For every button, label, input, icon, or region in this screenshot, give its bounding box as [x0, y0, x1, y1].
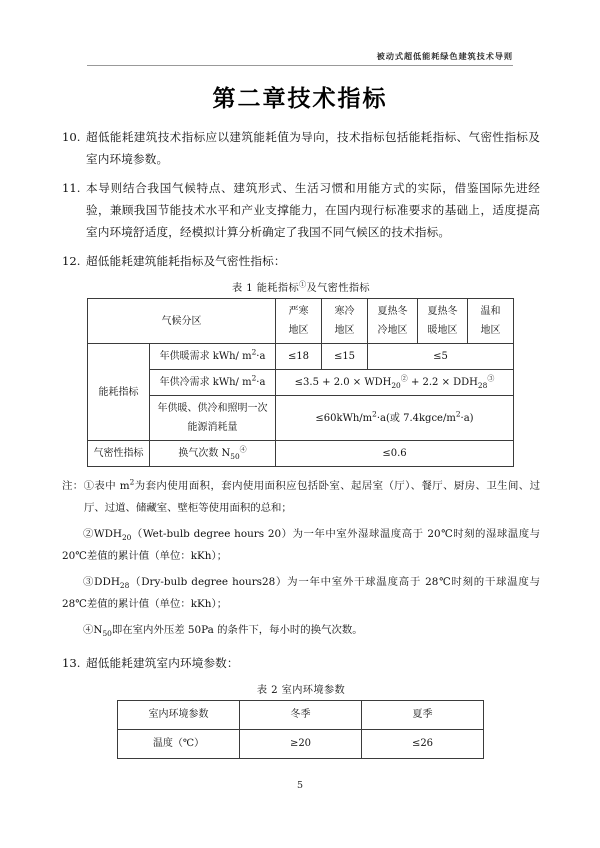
zone-line-1: 夏热冬 — [427, 306, 458, 317]
footnote-mark-3: ③ — [487, 374, 495, 383]
table-header-indoor-parameter: 室内环境参数 — [118, 700, 240, 729]
table-notes — [62, 476, 540, 642]
table-header-zone-hot-summer-warm-winter — [418, 299, 468, 344]
table-indoor-parameters — [117, 700, 484, 759]
running-header — [87, 52, 513, 66]
cell-parameter-temperature: 温度（℃） — [118, 729, 240, 758]
list-item — [62, 126, 540, 170]
heating-label-sup: 2 — [251, 347, 257, 357]
table-row-label-cooling-demand — [150, 370, 276, 396]
page-number: 5 — [296, 780, 304, 791]
cell-temperature-summer: ≤26 — [362, 729, 484, 758]
note-3-sub: 28 — [119, 581, 130, 591]
table-header-zone-severe-cold — [276, 299, 322, 344]
list-item-text: 超低能耗建筑能耗指标及气密性指标： — [86, 254, 286, 268]
list-item-number: 13. — [62, 655, 81, 670]
table-energy-caption — [62, 279, 540, 294]
list-item-number: 10. — [62, 130, 81, 144]
footnote-mark-4: ④ — [239, 445, 247, 454]
zone-line-2: 地区 — [334, 325, 355, 336]
air-change-label-pre: 换气次数 N — [178, 448, 231, 459]
cell-temperature-winter: ≥20 — [240, 729, 362, 758]
heating-label-pre: 年供暖需求 kWh/ m — [159, 351, 252, 362]
note-4-sub: 50 — [102, 629, 112, 639]
primary-value-post: ·a) — [460, 412, 474, 424]
header-divider — [87, 65, 513, 66]
formula-sub-wdh: 20 — [391, 381, 401, 390]
zone-line-1: 严寒 — [288, 306, 309, 317]
cell-heating-severe-cold: ≤18 — [276, 344, 322, 370]
note-2-sub: 20 — [121, 533, 132, 543]
document-content — [62, 126, 540, 759]
table-row — [88, 370, 514, 396]
primary-value-pre: ≤60kWh/m — [315, 412, 373, 424]
table-energy-indicators — [87, 298, 514, 467]
cell-primary-energy-value — [276, 396, 514, 441]
table-row-label-heating-demand — [150, 344, 276, 370]
list-item — [62, 250, 540, 272]
cell-air-change-value: ≤0.6 — [276, 441, 514, 467]
list-item-number: 11. — [62, 181, 81, 195]
list-item-number: 12. — [62, 254, 81, 268]
table-header-summer: 夏季 — [362, 700, 484, 729]
formula-pre: ≤3.5 + 2.0 × WDH — [294, 377, 392, 388]
footnote-mark-1: ① — [299, 280, 307, 289]
list-item — [62, 652, 540, 674]
table-header-climate-zone: 气候分区 — [88, 299, 276, 344]
primary-value-sup-1: 2 — [372, 409, 377, 419]
primary-label-line-1: 年供暖、供冷和照明一次 — [157, 403, 268, 414]
table-indoor-caption: 表 2 室内环境参数 — [256, 684, 346, 696]
note-4-rest: 即在室内外压差 50Pa 的条件下，每小时的换气次数。 — [111, 624, 363, 636]
zone-line-1: 温和 — [480, 306, 501, 317]
primary-label-line-2: 能源消耗量 — [187, 422, 238, 433]
table-group-label-energy: 能耗指标 — [88, 344, 150, 441]
table-row — [88, 396, 514, 441]
list-item — [62, 177, 540, 243]
cooling-label-sup: 2 — [251, 373, 257, 383]
cooling-label-post: ·a — [256, 377, 266, 388]
footnote-mark-2: ② — [400, 374, 408, 383]
cell-heating-cold: ≤15 — [322, 344, 368, 370]
note-2-lead: ②WDH — [83, 528, 122, 540]
cell-cooling-demand-formula — [276, 370, 514, 396]
formula-sub-ddh: 28 — [477, 381, 488, 390]
note-3-lead: ③DDH — [83, 576, 120, 588]
table-header-winter: 冬季 — [240, 700, 362, 729]
list-item-text: 超低能耗建筑技术指标应以建筑能耗值为导向，技术指标包括能耗指标、气密性指标及室内环境参数。 — [86, 130, 540, 166]
table-row — [88, 344, 514, 370]
air-change-label-sub: 50 — [230, 452, 240, 461]
note-item-3 — [62, 572, 540, 615]
primary-value-mid: ·a(或 7.4kgce/m — [376, 412, 456, 424]
note-2-rest: （Wet-bulb degree hours 20）为一年中室外湿球温度高于 20℃时刻的湿球温度与 20℃差值的累计值（单位：kKh）； — [62, 528, 540, 562]
note-item-4 — [62, 620, 540, 642]
note-1-rest: 为套内使用面积，套内使用面积应包括卧室、起居室（厅）、餐厅、厨房、卫生间、过厅、过道、储藏室、壁柜等使用面积的总和； — [84, 480, 541, 514]
table-header-zone-mild — [468, 299, 514, 344]
table-group-label-airtightness: 气密性指标 — [88, 441, 150, 467]
zone-line-2: 暖地区 — [427, 325, 458, 336]
cell-heating-merged-rest: ≤5 — [368, 344, 514, 370]
zone-line-2: 地区 — [288, 325, 309, 336]
list-item-text: 本导则结合我国气候特点、建筑形式、生活习惯和用能方式的实际，借鉴国际先进经验，兼顾我国节能技术水平和产业支撑能力，在国内现行标准要求的基础上，适度提高室内环境舒适度，经模拟计算分析确定了我国不同气候区的技术指标。 — [86, 181, 540, 239]
table-header-zone-cold — [322, 299, 368, 344]
table-row-label-air-change-rate — [150, 441, 276, 467]
primary-value-sup-2: 2 — [455, 409, 461, 419]
table-row-label-primary-energy — [150, 396, 276, 441]
note-item-1 — [62, 476, 540, 519]
table-row-header — [88, 299, 514, 344]
running-header-text: 被动式超低能耗绿色建筑技术导则 — [376, 51, 513, 61]
zone-line-2: 地区 — [480, 325, 501, 336]
note-1-sup: 2 — [129, 477, 135, 487]
formula-mid: + 2.2 × DDH — [407, 377, 478, 388]
zone-line-1: 夏热冬 — [377, 306, 408, 317]
table-header-zone-hot-summer-cold-winter — [368, 299, 418, 344]
table-row-header — [118, 700, 484, 729]
note-4-lead: ④N — [83, 624, 103, 636]
cooling-label-pre: 年供冷需求 kWh/ m — [159, 377, 252, 388]
table-energy-caption-suffix: 及气密性指标 — [306, 283, 371, 294]
table-row — [88, 441, 514, 467]
table-row — [118, 729, 484, 758]
table-energy-caption-prefix: 表 1 能耗指标 — [231, 283, 300, 294]
page-title: 第二章技术指标 — [212, 85, 388, 112]
note-item-2 — [62, 524, 540, 567]
note-1-lead: 注：①表中 m — [62, 480, 130, 492]
zone-line-1: 寒冷 — [334, 306, 355, 317]
list-item-text: 超低能耗建筑室内环境参数： — [86, 655, 239, 670]
heating-label-post: ·a — [256, 351, 266, 362]
note-3-rest: （Dry-bulb degree hours28）为一年中室外干球温度高于 28℃时刻的干球温度与 28℃差值的累计值（单位：kKh）； — [62, 576, 540, 610]
zone-line-2: 冷地区 — [377, 325, 408, 336]
